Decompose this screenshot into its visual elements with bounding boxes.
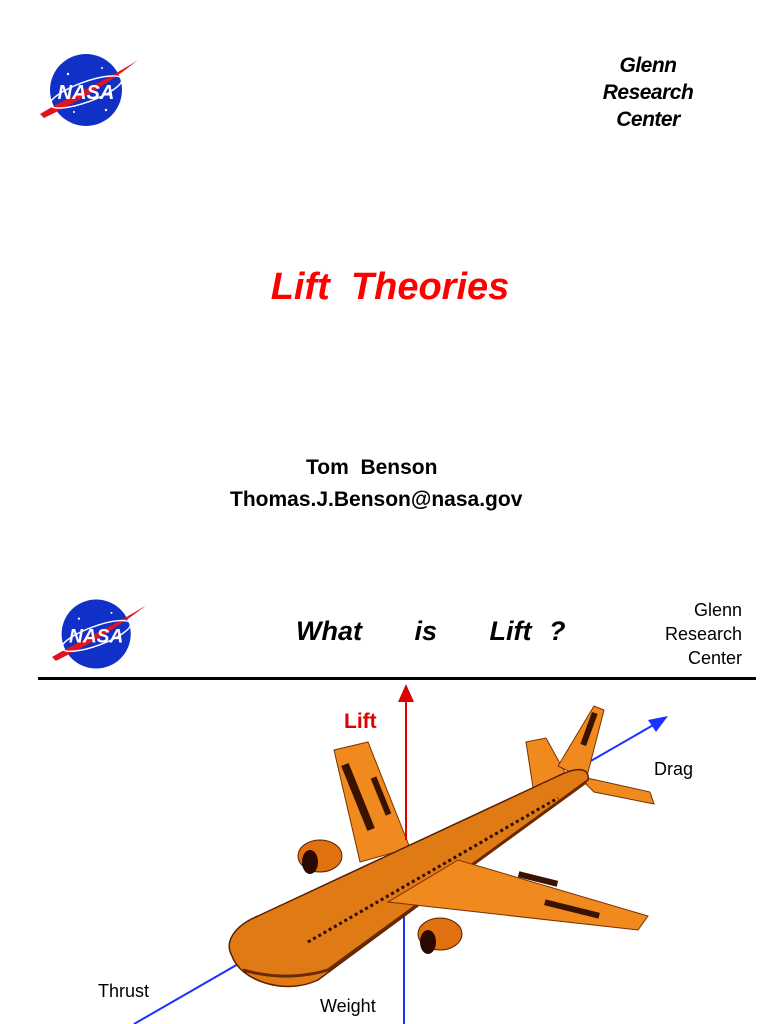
org-line-1: Glenn [693, 600, 742, 620]
org-line-2: Research [602, 81, 694, 104]
slide-title: Lift Theories [270, 266, 510, 308]
horizontal-stabilizer [578, 776, 654, 804]
airplane-forces-diagram [38, 680, 756, 1024]
nasa-logo-icon [40, 52, 140, 128]
org-line-3: Center [687, 648, 742, 668]
glenn-research-center-label [588, 52, 708, 133]
org-line-1: Glenn [619, 54, 677, 77]
left-wing [334, 742, 410, 862]
drag-label: Drag [654, 759, 694, 779]
slide-title: What is Lift ? [296, 616, 566, 646]
thrust-label: Thrust [98, 981, 150, 1001]
author-email: Thomas.J.Benson@nasa.gov [230, 488, 523, 511]
nasa-logo-icon [52, 596, 148, 672]
lift-arrow-icon [398, 684, 414, 702]
lift-label: Lift [344, 710, 377, 733]
svg-text:NASA: NASA [57, 82, 115, 104]
org-line-2: Research [664, 624, 742, 644]
drag-arrow-icon [648, 716, 668, 732]
org-line-3: Center [616, 108, 680, 131]
what-is-lift-slide [38, 592, 756, 1024]
svg-text:NASA: NASA [68, 626, 124, 648]
author-name: Tom Benson [306, 456, 438, 479]
weight-label: Weight [320, 996, 376, 1016]
glenn-research-center-label [622, 598, 742, 670]
